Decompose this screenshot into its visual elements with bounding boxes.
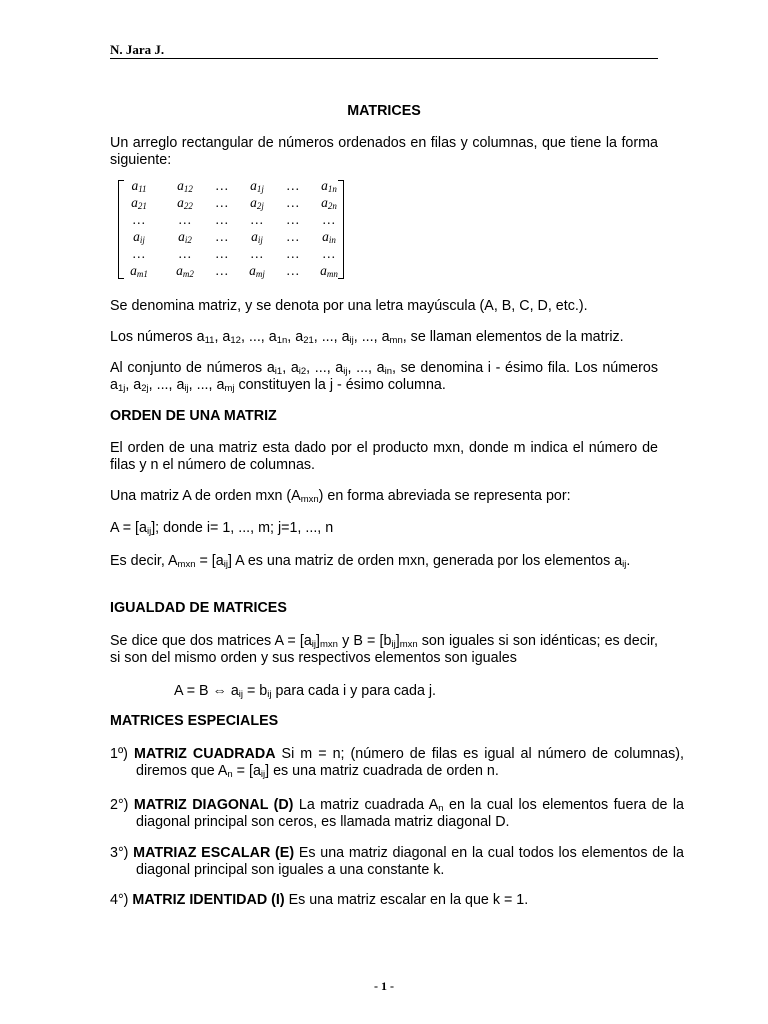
- matrix-element: …: [215, 246, 228, 261]
- matrix-element: $a_{1j}$: [250, 178, 264, 194]
- page-title: MATRICES: [347, 103, 421, 119]
- formula-notation: $A = [a_{ij}]$; donde i= 1, ..., m; j=1, ..., n: [110, 520, 334, 537]
- matrix-element: …: [286, 178, 299, 193]
- matrix-element: $a_{12}$: [177, 178, 193, 194]
- heading-igualdad: IGUALDAD DE MATRICES: [110, 600, 287, 616]
- matrix-element: $a_{21}$: [131, 195, 147, 211]
- list-item-escalar: 3°) MATRIAZ ESCALAR (E) Es una matriz diagonal en la cual todos los elementos de la diagonal principal son iguales a una constante k.: [110, 845, 684, 878]
- paragraph-igualdad: Se dice que dos matrices $A = [a_{ij}]_{mxn}$ y $B = [b_{ij}]_{mxn}$ son iguales si son idénticas; es decir, si son del mismo orden y sus respectivos elementos son iguales: [110, 633, 658, 666]
- matrix-element: …: [215, 229, 228, 244]
- matrix-element: …: [322, 246, 335, 261]
- matrix-element: …: [250, 212, 263, 227]
- matrix-element: $a_{in}$: [322, 229, 336, 245]
- matrix-element: …: [286, 212, 299, 227]
- matrix-element: …: [178, 246, 191, 261]
- heading-especiales: MATRICES ESPECIALES: [110, 713, 279, 729]
- matrix-element: …: [178, 212, 191, 227]
- matrix-element: $a_{i2}$: [178, 229, 192, 245]
- matrix-element: $a_{1n}$: [321, 178, 337, 194]
- matrix-element: $a_{m2}$: [176, 263, 194, 279]
- matrix-element: $a_{22}$: [177, 195, 193, 211]
- intro-paragraph: Un arreglo rectangular de números ordenados en filas y columnas, que tiene la forma siguiente:: [110, 135, 658, 168]
- matrix-element: …: [250, 246, 263, 261]
- matrix-element: …: [286, 229, 299, 244]
- matrix-element: $a_{m1}$: [130, 263, 148, 279]
- matrix-element: …: [132, 212, 145, 227]
- matrix-element: $a_{11}$: [131, 178, 147, 194]
- header-author: N. Jara J.: [110, 42, 165, 57]
- matrix-element: $a_{2j}$: [250, 195, 264, 211]
- heading-orden: ORDEN DE UNA MATRIZ: [110, 408, 277, 424]
- matrix-element: …: [286, 246, 299, 261]
- equality-condition: A = B ⇔ $a_{ij} = b_{ij}$ para cada i y para cada j.: [174, 683, 437, 700]
- matrix-element: $a_{2n}$: [321, 195, 337, 211]
- list-item-diagonal: 2°) MATRIZ DIAGONAL (D) La matriz cuadrada $A_n$ en la cual los elementos fuera de la diagonal principal son ceros, es llamada matriz diagonal D.: [110, 797, 685, 830]
- matrix-element: …: [215, 178, 228, 193]
- paragraph-abreviada: Una matriz A de orden mxn $(A_{mxn})$ en forma abreviada se representa por:: [110, 488, 571, 505]
- matrix-element: …: [215, 212, 228, 227]
- matrix-element: $a_{ij}$: [133, 229, 145, 245]
- paragraph-elements: Los números $a_{11}$, $a_{12}$, ..., $a_{1n}$, $a_{21}$, ..., $a_{ij}$, ..., $a_{mn}$, se llaman elementos de la matriz.: [110, 329, 624, 346]
- matrix-element: …: [322, 212, 335, 227]
- list-item-identidad: 4°) MATRIZ IDENTIDAD (I) Es una matriz escalar en la que k = 1.: [110, 892, 529, 908]
- matrix-element: …: [132, 246, 145, 261]
- matrix-element: $a_{ij}$: [251, 229, 263, 245]
- matrix-element: …: [286, 263, 299, 278]
- page-number: - 1 -: [374, 979, 394, 993]
- general-matrix: [118, 178, 344, 280]
- matrix-element: $a_{mn}$: [320, 263, 338, 279]
- matrix-element: …: [215, 195, 228, 210]
- paragraph-es-decir: Es decir, $A_{mxn} = [a_{ij}]$ A es una matriz de orden mxn, generada por los elementos $a_{ij}$.: [110, 553, 631, 570]
- matrix-element: $a_{mj}$: [249, 263, 265, 279]
- paragraph-denomina: Se denomina matriz, y se denota por una letra mayúscula (A, B, C, D, etc.).: [110, 298, 588, 314]
- list-item-cuadrada: 1º) MATRIZ CUADRADA Si m = n; (número de filas es igual al número de columnas), diremos que $A_n = [a_{ij}]$ es una matriz cuadrada de orden n.: [110, 746, 685, 780]
- header-rule: [110, 58, 658, 59]
- matrix-element: …: [286, 195, 299, 210]
- paragraph-row-column: Al conjunto de números $a_{i1}$, $a_{i2}$, ..., $a_{ij}$, ..., $a_{in}$, se denomina i - ésimo fila. Los números $a_{1j}$, $a_{2j}$, ..., $a_{ij}$, ..., $a_{mj}$ constituyen la j - ésimo columna.: [110, 360, 658, 394]
- paragraph-orden: El orden de una matriz esta dado por el producto mxn, donde m indica el número de filas y n el número de columnas.: [110, 440, 658, 473]
- matrix-element: …: [215, 263, 228, 278]
